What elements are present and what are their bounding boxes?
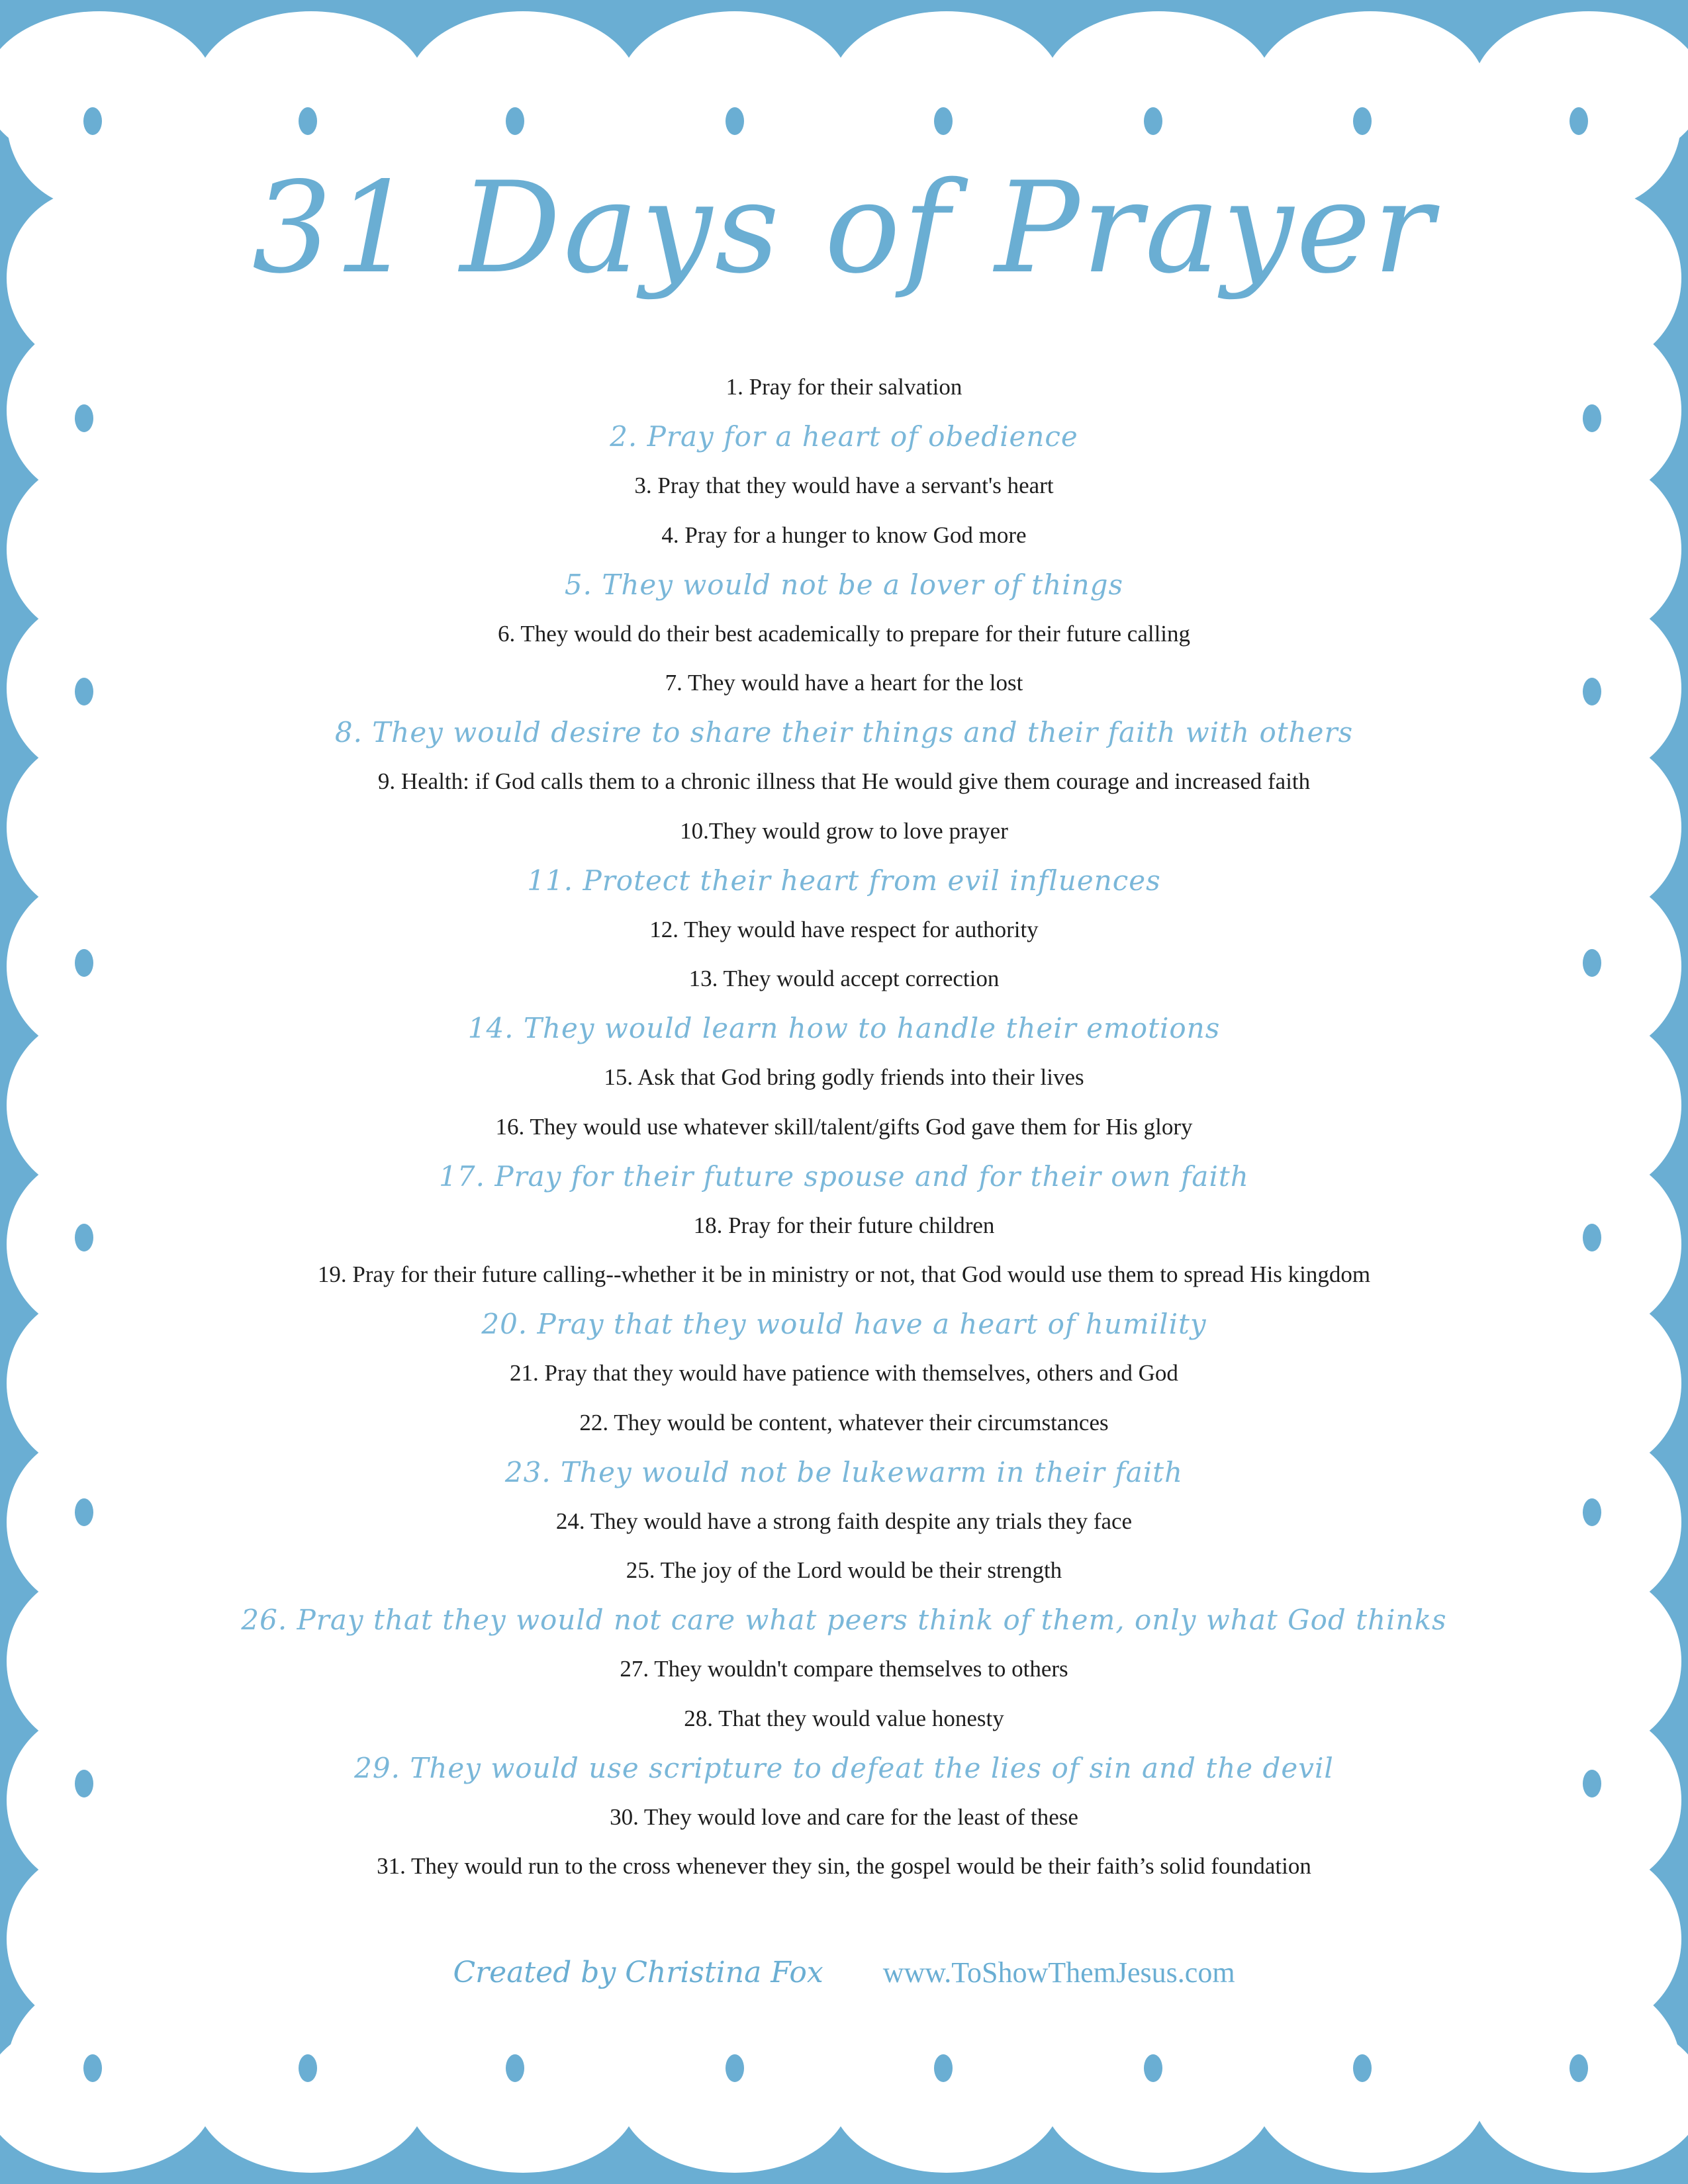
prayer-item-9: 9. Health: if God calls them to a chronic illness that He would give them courage and increased faith	[377, 768, 1311, 795]
prayer-item-1: 1. Pray for their salvation	[726, 374, 962, 400]
prayer-item-7: 7. They would have a heart for the lost	[665, 670, 1023, 696]
prayer-item-24: 24. They would have a strong faith despite any trials they face	[555, 1508, 1133, 1534]
prayer-item-14: 14. They would learn how to handle their emotions	[467, 1012, 1221, 1045]
prayer-item-31: 31. They would run to the cross whenever they sin, the gospel would be their faith’s solid foundation	[377, 1853, 1311, 1880]
footer	[0, 1956, 1688, 1989]
prayer-item-18: 18. Pray for their future children	[693, 1212, 995, 1238]
website-link: www.ToShowThemJesus.com	[882, 1956, 1235, 1989]
prayer-item-15: 15. Ask that God bring godly friends into their lives	[604, 1064, 1084, 1091]
prayer-item-13: 13. They would accept correction	[688, 966, 1000, 992]
prayer-item-4: 4. Pray for a hunger to know God more	[661, 522, 1027, 548]
prayer-item-26: 26. Pray that they would not care what peers think of them, only what God thinks	[241, 1604, 1447, 1637]
author-credit: Created by Christina Fox	[453, 1956, 823, 1989]
prayer-item-16: 16. They would use whatever skill/talent/gifts God gave them for His glory	[495, 1113, 1193, 1140]
prayer-item-22: 22. They would be content, whatever their circumstances	[579, 1409, 1109, 1435]
prayer-item-6: 6. They would do their best academically to prepare for their future calling	[497, 620, 1191, 647]
prayer-item-3: 3. Pray that they would have a servant's heart	[634, 473, 1054, 499]
prayer-item-2: 2. Pray for a heart of obedience	[610, 420, 1078, 453]
prayer-item-19: 19. Pray for their future calling--whether it be in ministry or not, that God would use them to spread His kingdom	[317, 1261, 1371, 1288]
prayer-item-27: 27. They wouldn't compare themselves to others	[620, 1656, 1068, 1682]
prayer-item-20: 20. Pray that they would have a heart of humility	[481, 1308, 1207, 1341]
prayer-item-28: 28. That they would value honesty	[684, 1705, 1004, 1731]
prayer-item-29: 29. They would use scripture to defeat the lies of sin and the devil	[354, 1751, 1334, 1784]
prayer-item-10: 10.They would grow to love prayer	[680, 817, 1008, 844]
page-title: 31 Days of Prayer	[252, 155, 1436, 301]
prayer-item-5: 5. They would not be a lover of things	[564, 568, 1124, 601]
prayer-item-25: 25. The joy of the Lord would be their strength	[626, 1557, 1062, 1584]
prayer-item-8: 8. They would desire to share their things and their faith with others	[334, 716, 1354, 749]
prayer-item-30: 30. They would love and care for the least of these	[610, 1803, 1078, 1830]
prayer-item-11: 11. Protect their heart from evil influences	[527, 864, 1161, 897]
prayer-list	[159, 363, 1529, 1891]
prayer-item-12: 12. They would have respect for authority	[649, 916, 1039, 942]
prayer-item-17: 17. Pray for their future spouse and for their own faith	[439, 1160, 1249, 1193]
prayer-item-21: 21. Pray that they would have patience with themselves, others and God	[510, 1360, 1178, 1387]
prayer-item-23: 23. They would not be lukewarm in their faith	[504, 1455, 1184, 1488]
